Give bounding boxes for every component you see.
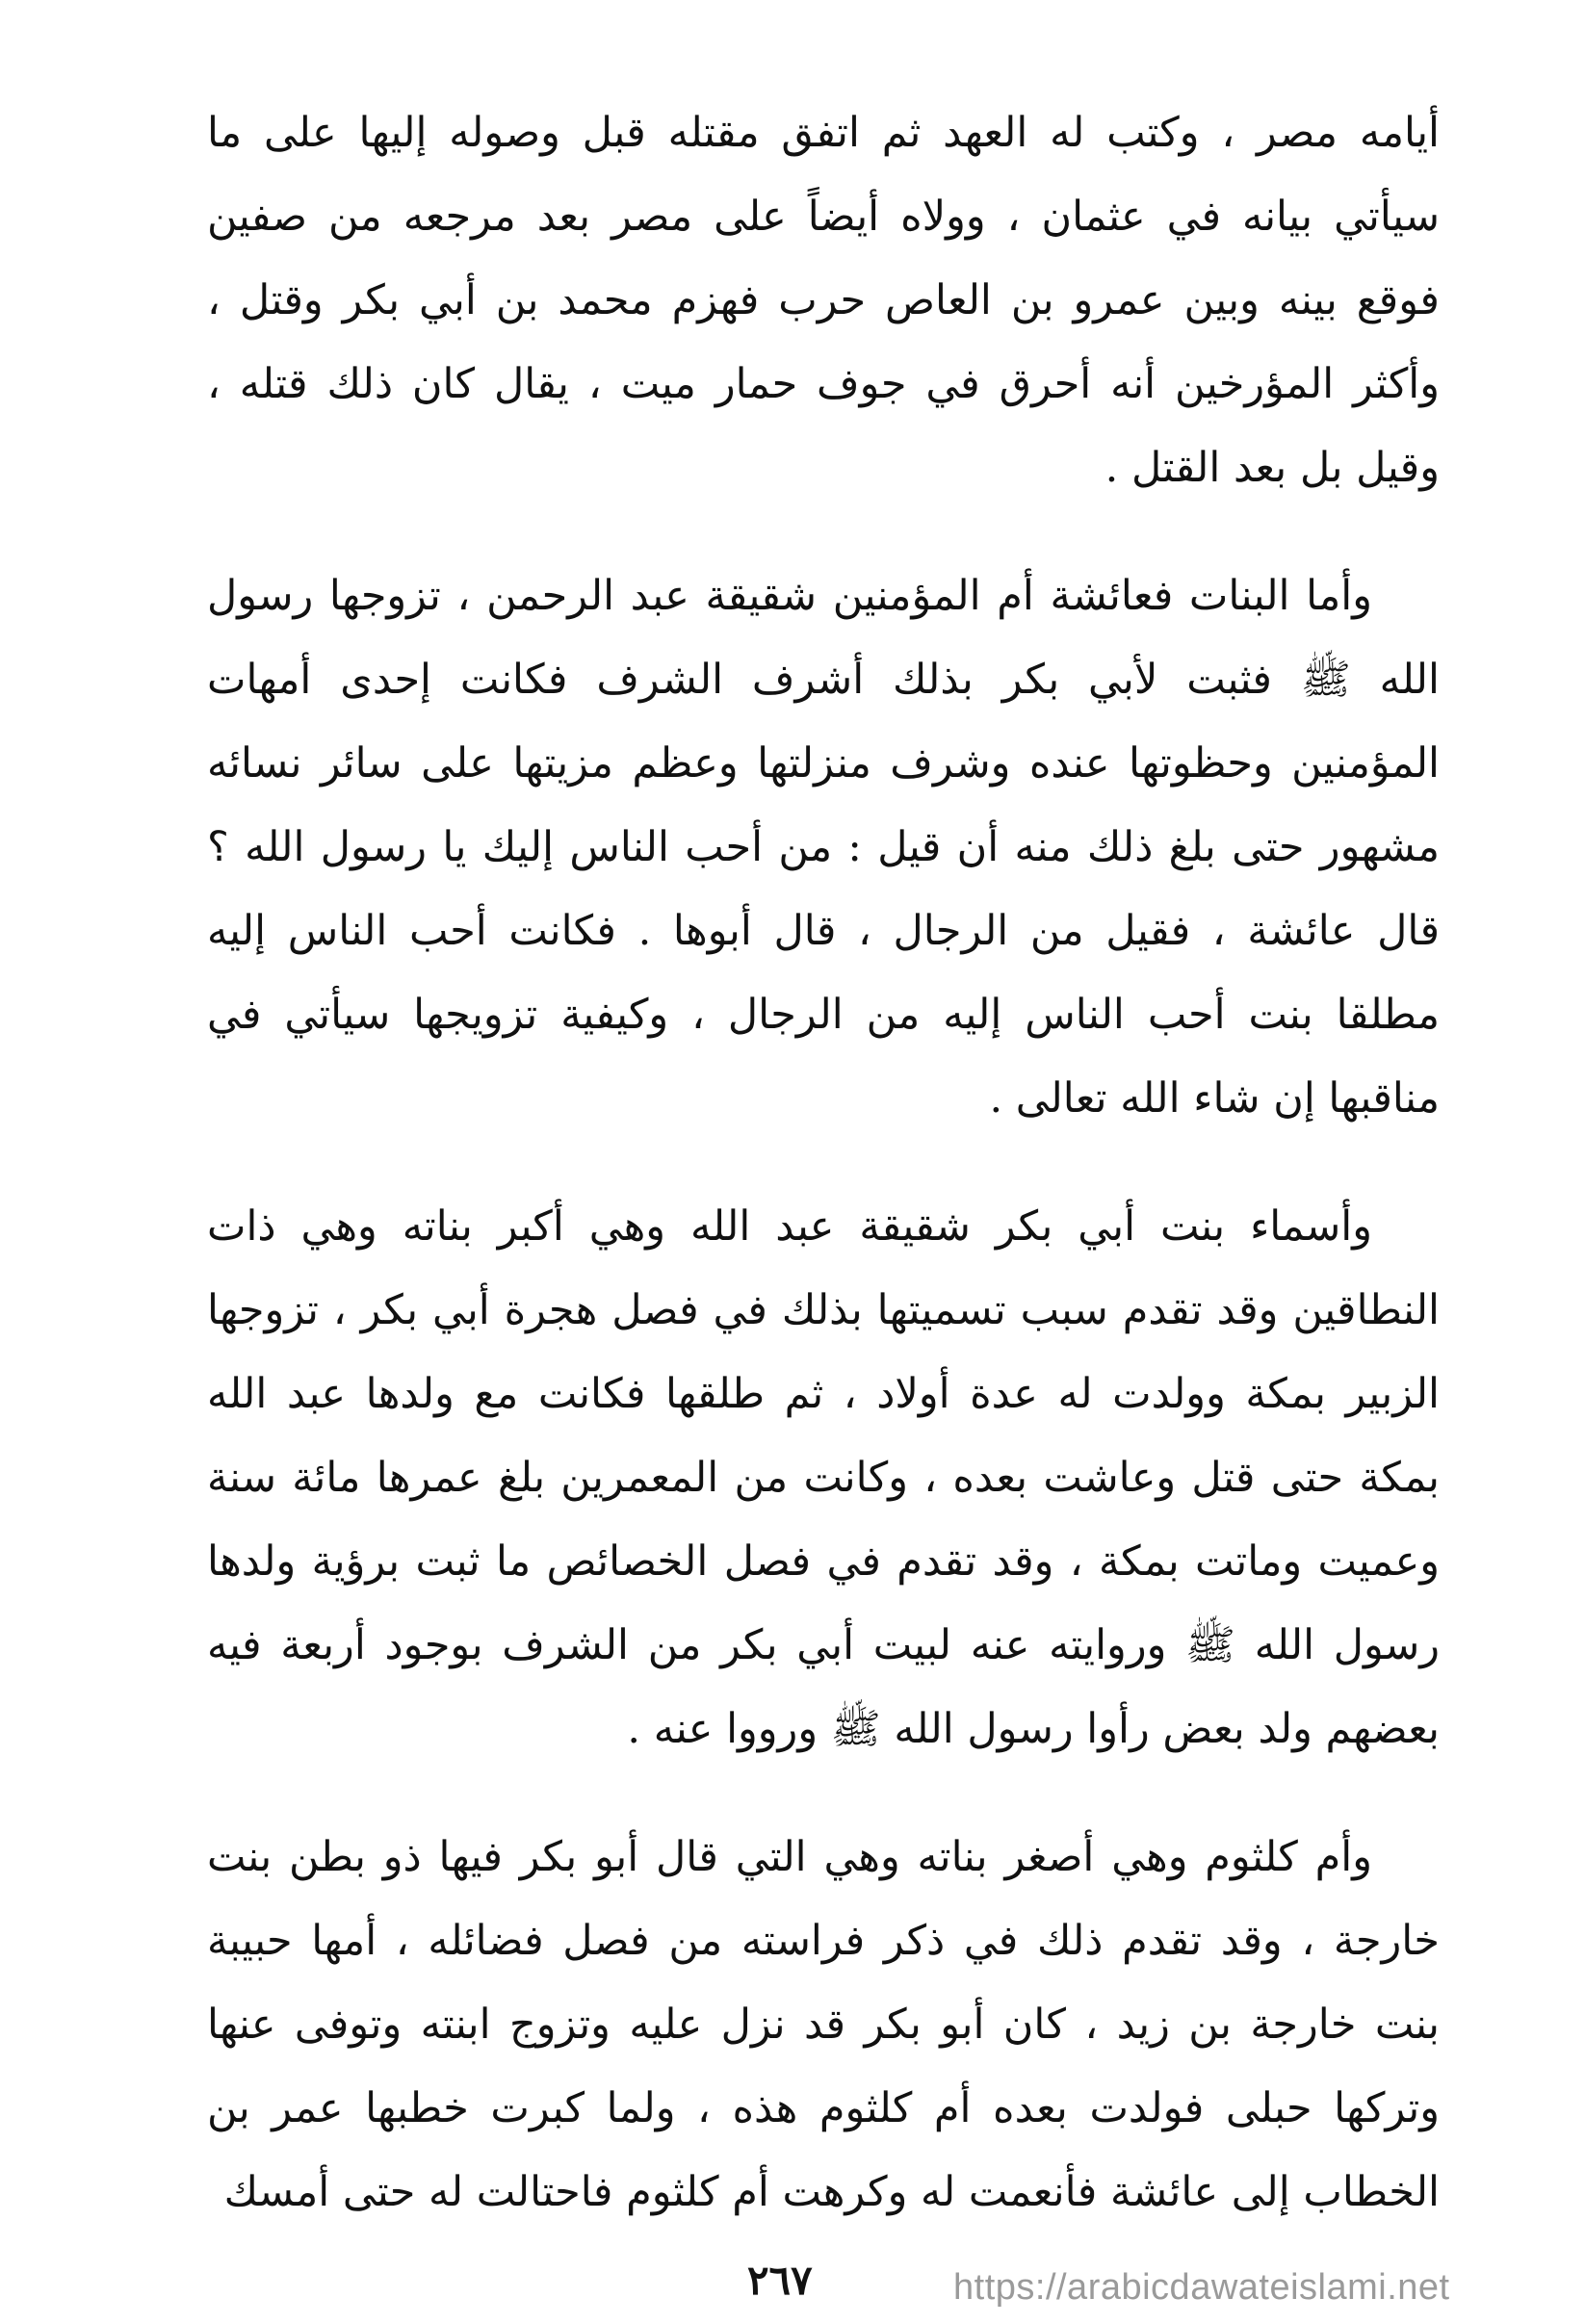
- paragraph-4: وأم كلثوم وهي أصغر بناته وهي التي قال أبو بكر فيها ذو بطن بنت خارجة ، وقد تقدم ذلك في ذكر فراسته من فصل فضائله ، أمها حبيبة بنت خارجة بن زيد ، كان أبو بكر قد نزل عليه وتزوج ابنته وتوفى عنها وتركها حبلى فولدت بعده أم كلثوم هذه ، ولما كبرت خطبها عمر بن الخطاب إلى عائشة فأنعمت له وكرهت أم كلثوم فاحتالت له حتى أمسك: [207, 1833, 1440, 2216]
- paragraph-3: وأسماء بنت أبي بكر شقيقة عبد الله وهي أكبر بناته وهي ذات النطاقين وقد تقدم سبب تسميتها بذلك في فصل هجرة أبي بكر ، تزوجها الزبير بمكة وولدت له عدة أولاد ، ثم طلقها فكانت مع ولدها عبد الله بمكة حتى قتل وعاشت بعده ، وكانت من المعمرين بلغ عمرها مائة سنة وعميت وماتت بمكة ، وقد تقدم في فصل الخصائص ما ثبت برؤية ولدها رسول الله ﷺ وروايته عنه لبيت أبي بكر من الشرف بوجود أربعة فيه بعضهم ولد بعض رأوا رسول الله ﷺ ورووا عنه .: [207, 1202, 1440, 1753]
- body-text: [207, 91, 1440, 2279]
- page-number: ٢٦٧: [747, 2257, 813, 2304]
- paragraph-1: أيامه مصر ، وكتب له العهد ثم اتفق مقتله قبل وصوله إليها على ما سيأتي بيانه في عثمان ، وولاه أيضاً على مصر بعد مرجعه من صفين فوقع بينه وبين عمرو بن العاص حرب فهزم محمد بن أبي بكر وقتل ، وأكثر المؤرخين أنه أحرق في جوف حمار ميت ، يقال كان ذلك قتله ، وقيل بل بعد القتل .: [207, 109, 1440, 492]
- paragraph-2: وأما البنات فعائشة أم المؤمنين شقيقة عبد الرحمن ، تزوجها رسول الله ﷺ فثبت لأبي بكر بذلك أشرف الشرف فكانت إحدى أمهات المؤمنين وحظوتها عنده وشرف منزلتها وعظم مزيتها على سائر نسائه مشهور حتى بلغ ذلك منه أن قيل : من أحب الناس إليك يا رسول الله ؟ قال عائشة ، فقيل من الرجال ، قال أبوها . فكانت أحب الناس إليه مطلقا بنت أحب الناس إليه من الرجال ، وكيفية تزويجها سيأتي في مناقبها إن شاء الله تعالى .: [207, 572, 1440, 1123]
- source-watermark: https://arabicdawateislami.net: [953, 2267, 1450, 2308]
